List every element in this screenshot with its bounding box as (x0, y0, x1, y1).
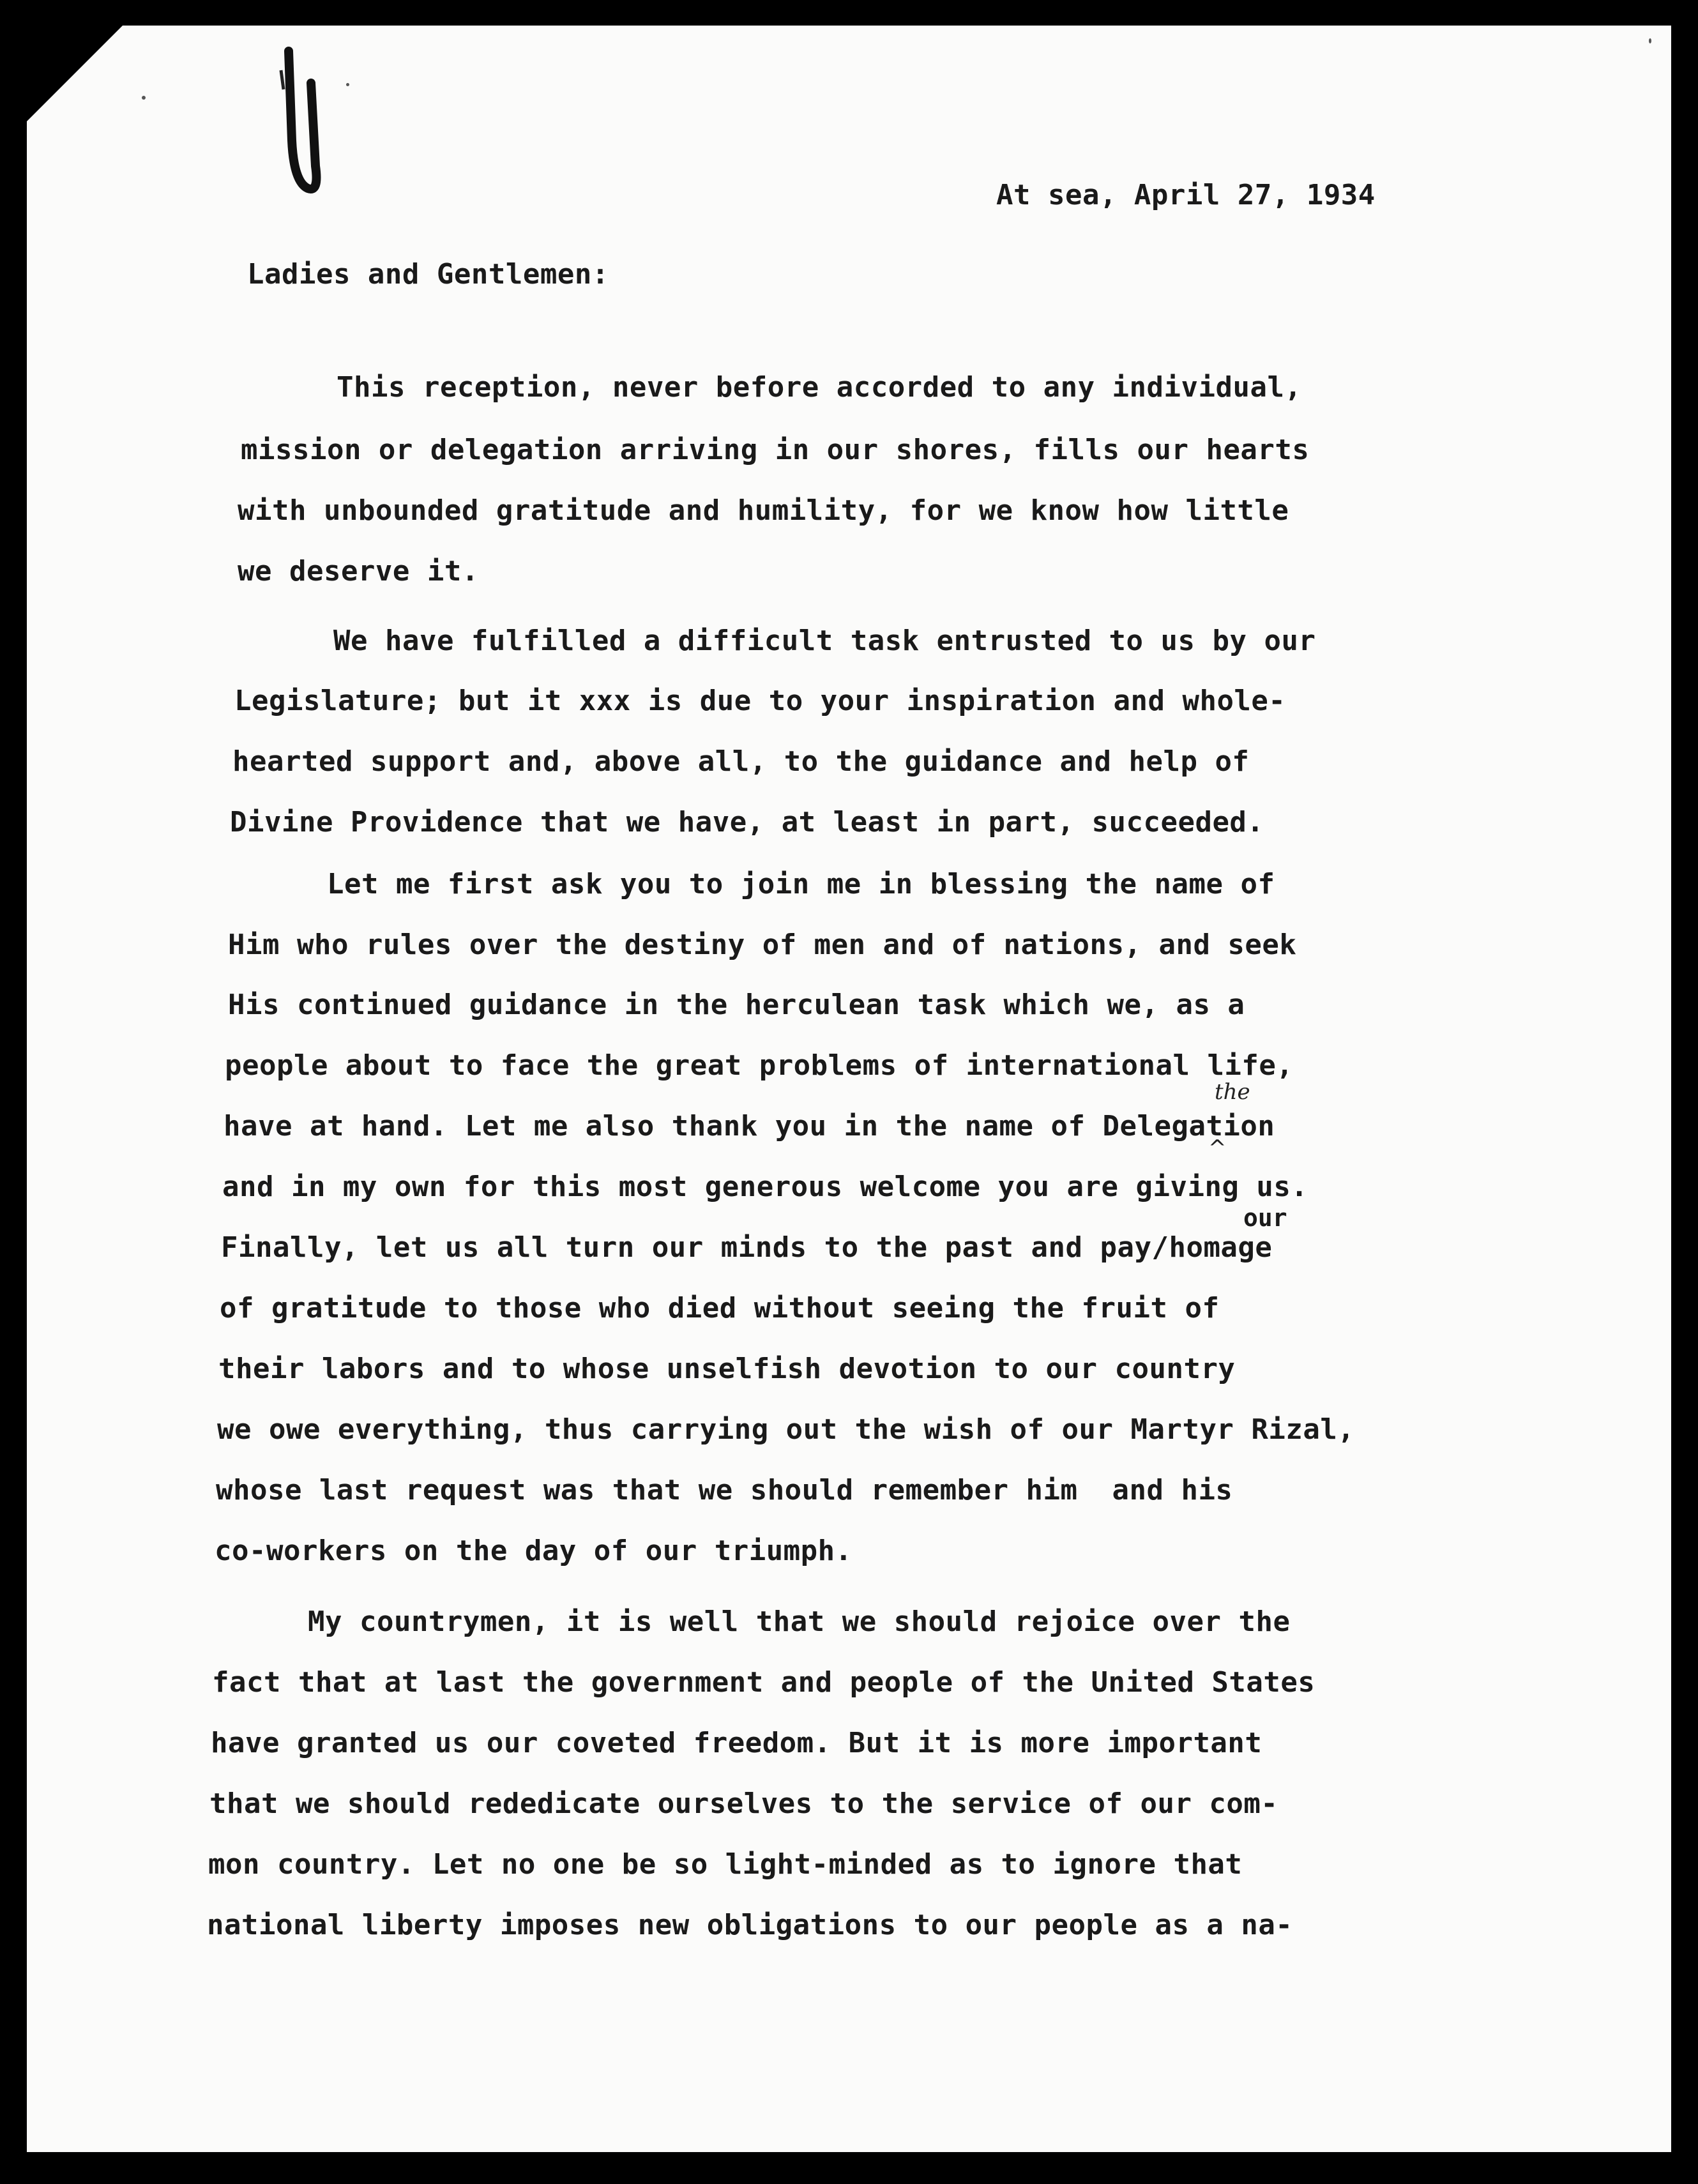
body-line: mission or delegation arriving in our shores, fills our hearts (241, 434, 1310, 466)
body-line: mon country. Let no one be so light-minded as to ignore that (208, 1848, 1243, 1881)
letter-salutation: Ladies and Gentlemen: (247, 258, 609, 291)
handwritten-insertion: the (1215, 1079, 1250, 1105)
body-line: national liberty imposes new obligations to our people as a na- (207, 1909, 1293, 1941)
body-line: fact that at last the government and people of the United States (212, 1666, 1315, 1699)
body-line: with unbounded gratitude and humility, for we know how little (238, 494, 1289, 527)
body-line: My countrymen, it is well that we should rejoice over the (308, 1605, 1291, 1638)
body-line: Let me first ask you to join me in blessing the name of (327, 868, 1275, 900)
body-line: hearted support and, above all, to the guidance and help of (232, 745, 1250, 778)
body-line: co-workers on the day of our triumph. (215, 1535, 853, 1567)
body-line: have granted us our coveted freedom. But it is more important (211, 1727, 1262, 1759)
body-line: whose last request was that we should remember him and his (216, 1474, 1233, 1506)
body-line: have at hand. Let me also thank you in the name of Delegation (224, 1110, 1275, 1142)
letter-date: At sea, April 27, 1934 (996, 179, 1376, 211)
body-line: Legislature; but it xxx is due to your inspiration and whole- (234, 685, 1286, 717)
body-line: we owe everything, thus carrying out the wish of our Martyr Rizal, (217, 1413, 1355, 1446)
document-page (27, 26, 1671, 2152)
body-line: His continued guidance in the herculean task which we, as a (228, 989, 1245, 1021)
body-line: that we should rededicate ourselves to the service of our com- (209, 1787, 1278, 1820)
body-line: Him who rules over the destiny of men and of nations, and seek (228, 929, 1297, 961)
body-line: and in my own for this most generous welcome you are giving us. (222, 1171, 1308, 1203)
typed-letter (27, 26, 1671, 2152)
body-line: their labors and to whose unselfish devotion to our country (218, 1353, 1236, 1385)
insertion-caret: ^ (1208, 1135, 1227, 1161)
body-line: We have fulfilled a difficult task entrusted to us by our (333, 625, 1316, 657)
body-line: This reception, never before accorded to any individual, (337, 371, 1302, 404)
body-line: Finally, let us all turn our minds to the past and pay/homage (221, 1231, 1273, 1264)
body-line: people about to face the great problems of international life, (225, 1049, 1294, 1082)
body-line: we deserve it. (238, 555, 479, 588)
body-line: Divine Providence that we have, at least in part, succeeded. (230, 806, 1264, 838)
body-line: of gratitude to those who died without seeing the fruit of (220, 1292, 1220, 1324)
typed-insertion: our (1243, 1204, 1287, 1232)
